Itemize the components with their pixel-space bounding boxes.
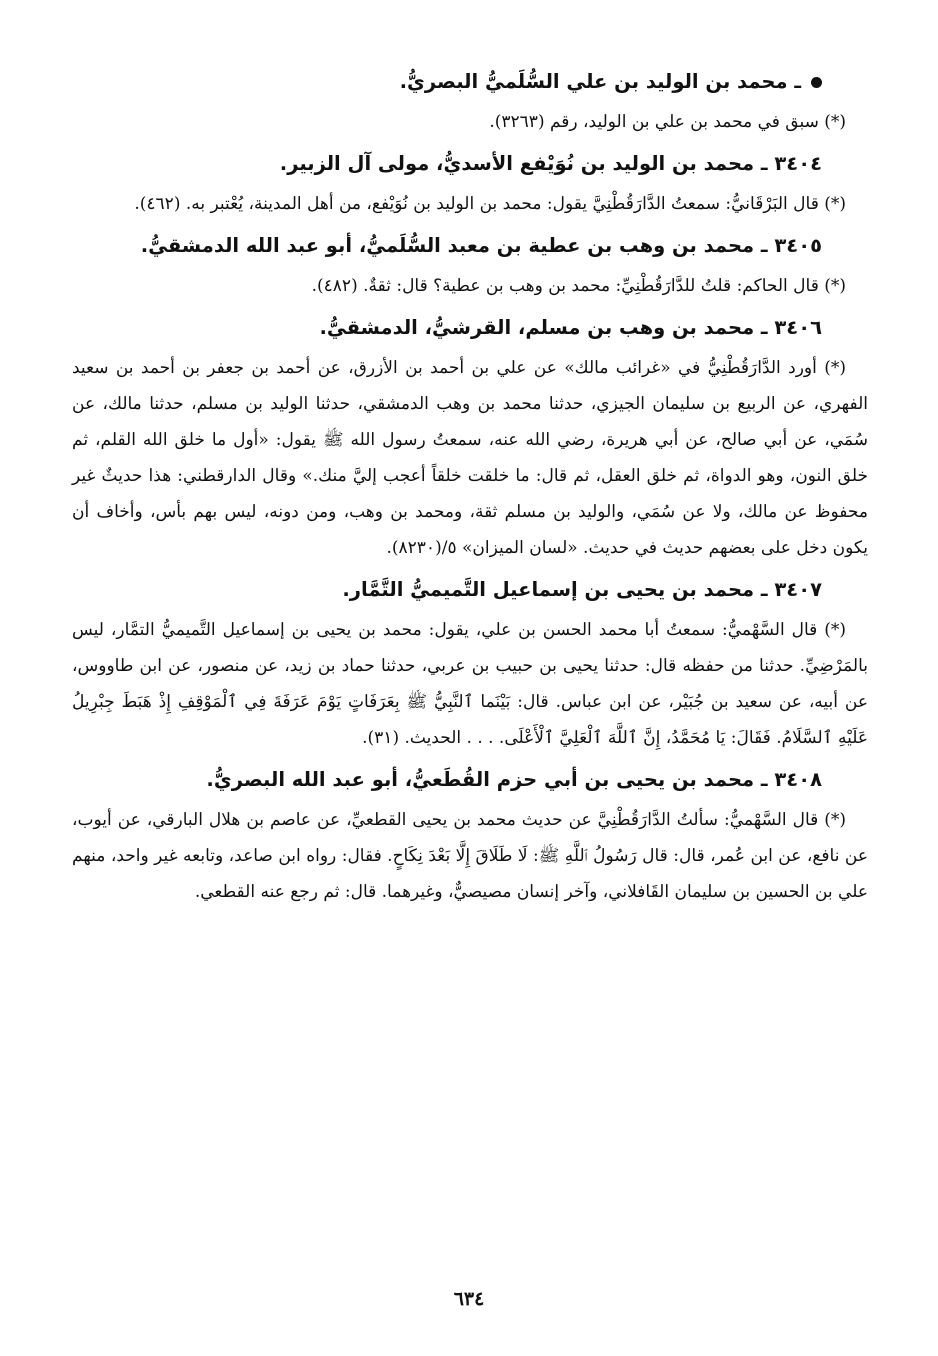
document-page [72,62,868,918]
entry-body: (*) قال البَرْقَانيُّ: سمعتُ الدَّارَقُطْنِيَّ يقول: محمد بن الوليد بن نُوَيْفع، من أهل المدينة، يُعْتبر به. (٤٦٢). [134,194,846,214]
entry-3406 [72,312,868,566]
entry-heading: ٣٤٠٤ ـ محمد بن الوليد بن نُوَيْفع الأسديُّ، مولى آل الزبير. [279,152,822,175]
entry-body: (*) قال الحاكم: قلتُ للدَّارَقُطْنِيِّ: محمد بن وهب بن عطية؟ قال: ثقةٌ. (٤٨٢). [311,276,846,296]
entry-body: (*) أورد الدَّارَقُطْنِيُّ في «غرائب مالك» عن علي بن أحمد بن الأزرق، عن أحمد بن جعفر بن أحمد بن سعيد الفهري، عن الربيع بن سليمان الجيزي، حدثنا محمد بن وهب الدمشقي، حدثنا الوليد بن مسلم، حدثنا مالك، عن سُمَي، عن أبي صالح، عن أبي هريرة، رضي الله عنه، سمعتُ رسول الله ﷺ يقول: «أول ما خلق الله القلم، ثم خلق النون، وهو الدواة، ثم خلق العقل، ثم قال: ما خلقت خلقاً أعجب إليَّ منك.» وقال الدارقطني: هذا حديثٌ غير محفوظ عن مالك، ولا عن سُمَي، والوليد بن مسلم ثقة، ومحمد بن وهب، ومن دونه، ليس بهم بأس، وأخاف أن يكون دخل على بعضهم حديث في حديث. «لسان الميزان» ٥/(٨٢٣٠). [72,358,868,558]
entry-3405 [72,230,868,304]
heading-text: محمد بن وهب بن عطية بن معبد السُّلَميُّ، أبو عبد الله الدمشقيُّ. [140,234,755,257]
entry-body: (*) قال السَّهْميُّ: سمعتُ أبا محمد الحسن بن علي، يقول: محمد بن يحيى بن إسماعيل التَّميميُّ التمَّار، ليس بالمَرْضِيِّ. حدثنا من حفظه قال: حدثنا يحيى بن حبيب بن عربي، حدثنا حماد بن زيد، عن منصور، عن ابن طاووس، عن أبيه، عن سعيد بن جُبَيْر، عن ابن عباس. قال: بَيْنَما ٱلنَّبِيُّ ﷺ بِعَرَفَاتٍ يَوْمَ عَرَفَةَ فِي ٱلْمَوْقِفِ إِذْ هَبَطَ جِبْرِيلُ عَلَيْهِ ٱلسَّلَامُ. فَقَالَ: يَا مُحَمَّدُ، إِنَّ ٱللَّهَ ٱلْعَلِيَّ ٱلْأَعْلَى. . . . الحديث. (٣١). [72,620,868,748]
entry-heading: ٣٤٠٥ ـ محمد بن وهب بن عطية بن معبد السُّلَميُّ، أبو عبد الله الدمشقيُّ. [140,234,822,257]
entry-heading: ـ محمد بن الوليد بن علي السُّلَميُّ البصريُّ. [72,66,868,98]
entry-heading: ٣٤٠٦ ـ محمد بن وهب بن مسلم، القرشيُّ، الدمشقيُّ. [319,316,822,339]
heading-text: محمد بن يحيى بن إسماعيل التَّميميُّ التَّمَّار. [342,578,755,601]
heading-text: محمد بن وهب بن مسلم، القرشيُّ، الدمشقيُّ. [319,316,755,339]
entry-number: ٣٤٠٧ [774,578,822,601]
entry-number: ٣٤٠٤ [774,152,822,175]
page-number: ٦٣٤ [453,1288,485,1310]
heading-text: محمد بن يحيى بن أبي حزم القُطَعيُّ، أبو عبد الله البصريُّ. [206,768,755,791]
heading-text: محمد بن الوليد بن نُوَيْفع الأسديُّ، مولى آل الزبير. [279,152,755,175]
bullet-icon [811,77,822,88]
entry-body: (*) قال السَّهْميُّ: سألتُ الدَّارَقُطْنِيَّ عن حديث محمد بن يحيى القطعيِّ، عن عاصم بن هلال البارقي، عن أيوب، عن نافع، عن ابن عُمر، قال: قال رَسُولُ ٱللَّهِ ﷺ: لَا طَلَاقَ إِلَّا بَعْدَ نِكَاحٍ. فقال: رواه ابن صاعد، وتابعه غير واحد، منهم علي بن الحسين بن سليمان القَافلاني، وآخر إنسان مصيصيٌّ، وغيرهما. قال: ثم رجع عنه القطعي. [72,810,868,902]
entry-number: ٣٤٠٨ [774,768,822,791]
entry-3407 [72,574,868,756]
entry-number: ٣٤٠٥ [774,234,822,257]
entry-3408 [72,764,868,910]
entry-heading: ٣٤٠٧ ـ محمد بن يحيى بن إسماعيل التَّميميُّ التَّمَّار. [342,578,822,601]
entry-3404 [72,148,868,222]
entry-bullet [72,66,868,140]
heading-text: محمد بن الوليد بن علي السُّلَميُّ البصريُّ. [399,70,788,93]
entry-body: (*) سبق في محمد بن علي بن الوليد، رقم (٣٢٦٣). [489,112,846,132]
entry-number: ٣٤٠٦ [774,316,822,339]
entry-heading: ٣٤٠٨ ـ محمد بن يحيى بن أبي حزم القُطَعيُّ، أبو عبد الله البصريُّ. [206,768,822,791]
